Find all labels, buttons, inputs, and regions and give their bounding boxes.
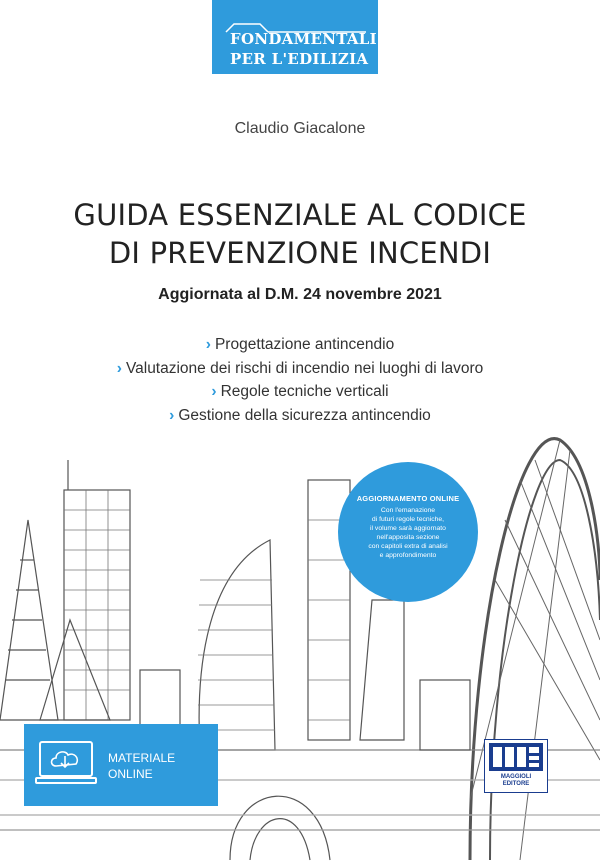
publisher-logo (484, 739, 548, 793)
online-update-line: Con l'emanazione (380, 507, 436, 514)
publisher-name-line2: EDITORE (502, 781, 530, 787)
book-title (0, 196, 600, 272)
online-update-heading: AGGIORNAMENTO ONLINE (356, 494, 460, 503)
topic-item (0, 357, 600, 381)
topic-label: Regole tecniche verticali (220, 383, 389, 400)
online-update-badge (338, 462, 478, 602)
chevron-right-icon: › (169, 406, 175, 424)
chevron-right-icon: › (116, 359, 122, 377)
online-update-line: nell'apposita sezione (376, 534, 440, 541)
topic-item (0, 333, 600, 357)
chevron-right-icon: › (205, 336, 211, 353)
online-material-line2: ONLINE (108, 767, 153, 781)
title-line1: GUIDA ESSENZIALE AL CODICE (73, 198, 527, 232)
cloud-download-monitor-icon (34, 738, 98, 790)
online-update-line: di futuri regole tecniche, (371, 516, 445, 523)
topic-label: Progettazione antincendio (214, 336, 395, 353)
online-update-line: con capitoli extra di analisi (368, 543, 448, 550)
topic-label: Gestione della sicurezza antincendio (178, 406, 431, 424)
chevron-right-icon: › (211, 383, 217, 400)
publisher-name (485, 774, 547, 788)
series-badge (212, 0, 378, 74)
online-material-box (24, 724, 218, 806)
book-subtitle: Aggiornata al D.M. 24 novembre 2021 (158, 286, 442, 303)
series-name-line2: PER L'EDILIZIA (230, 50, 369, 68)
topics-list (0, 333, 600, 427)
series-name-line1: FONDAMENTALI (230, 30, 377, 48)
topic-item (0, 380, 600, 404)
publisher-name-line1: MAGGIOLI (500, 774, 532, 780)
online-update-text (338, 506, 478, 560)
online-update-line: il volume sarà aggiornato (370, 525, 446, 532)
topic-label: Valutazione dei rischi di incendio nei luoghi di lavoro (125, 359, 484, 377)
author-name: Claudio Giacalone (234, 120, 366, 137)
online-material-line1: MATERIALE (108, 751, 176, 765)
online-update-line: e approfondimento (379, 552, 437, 559)
title-line2: DI PREVENZIONE INCENDI (108, 236, 492, 270)
maggioli-logo-icon (485, 740, 547, 774)
